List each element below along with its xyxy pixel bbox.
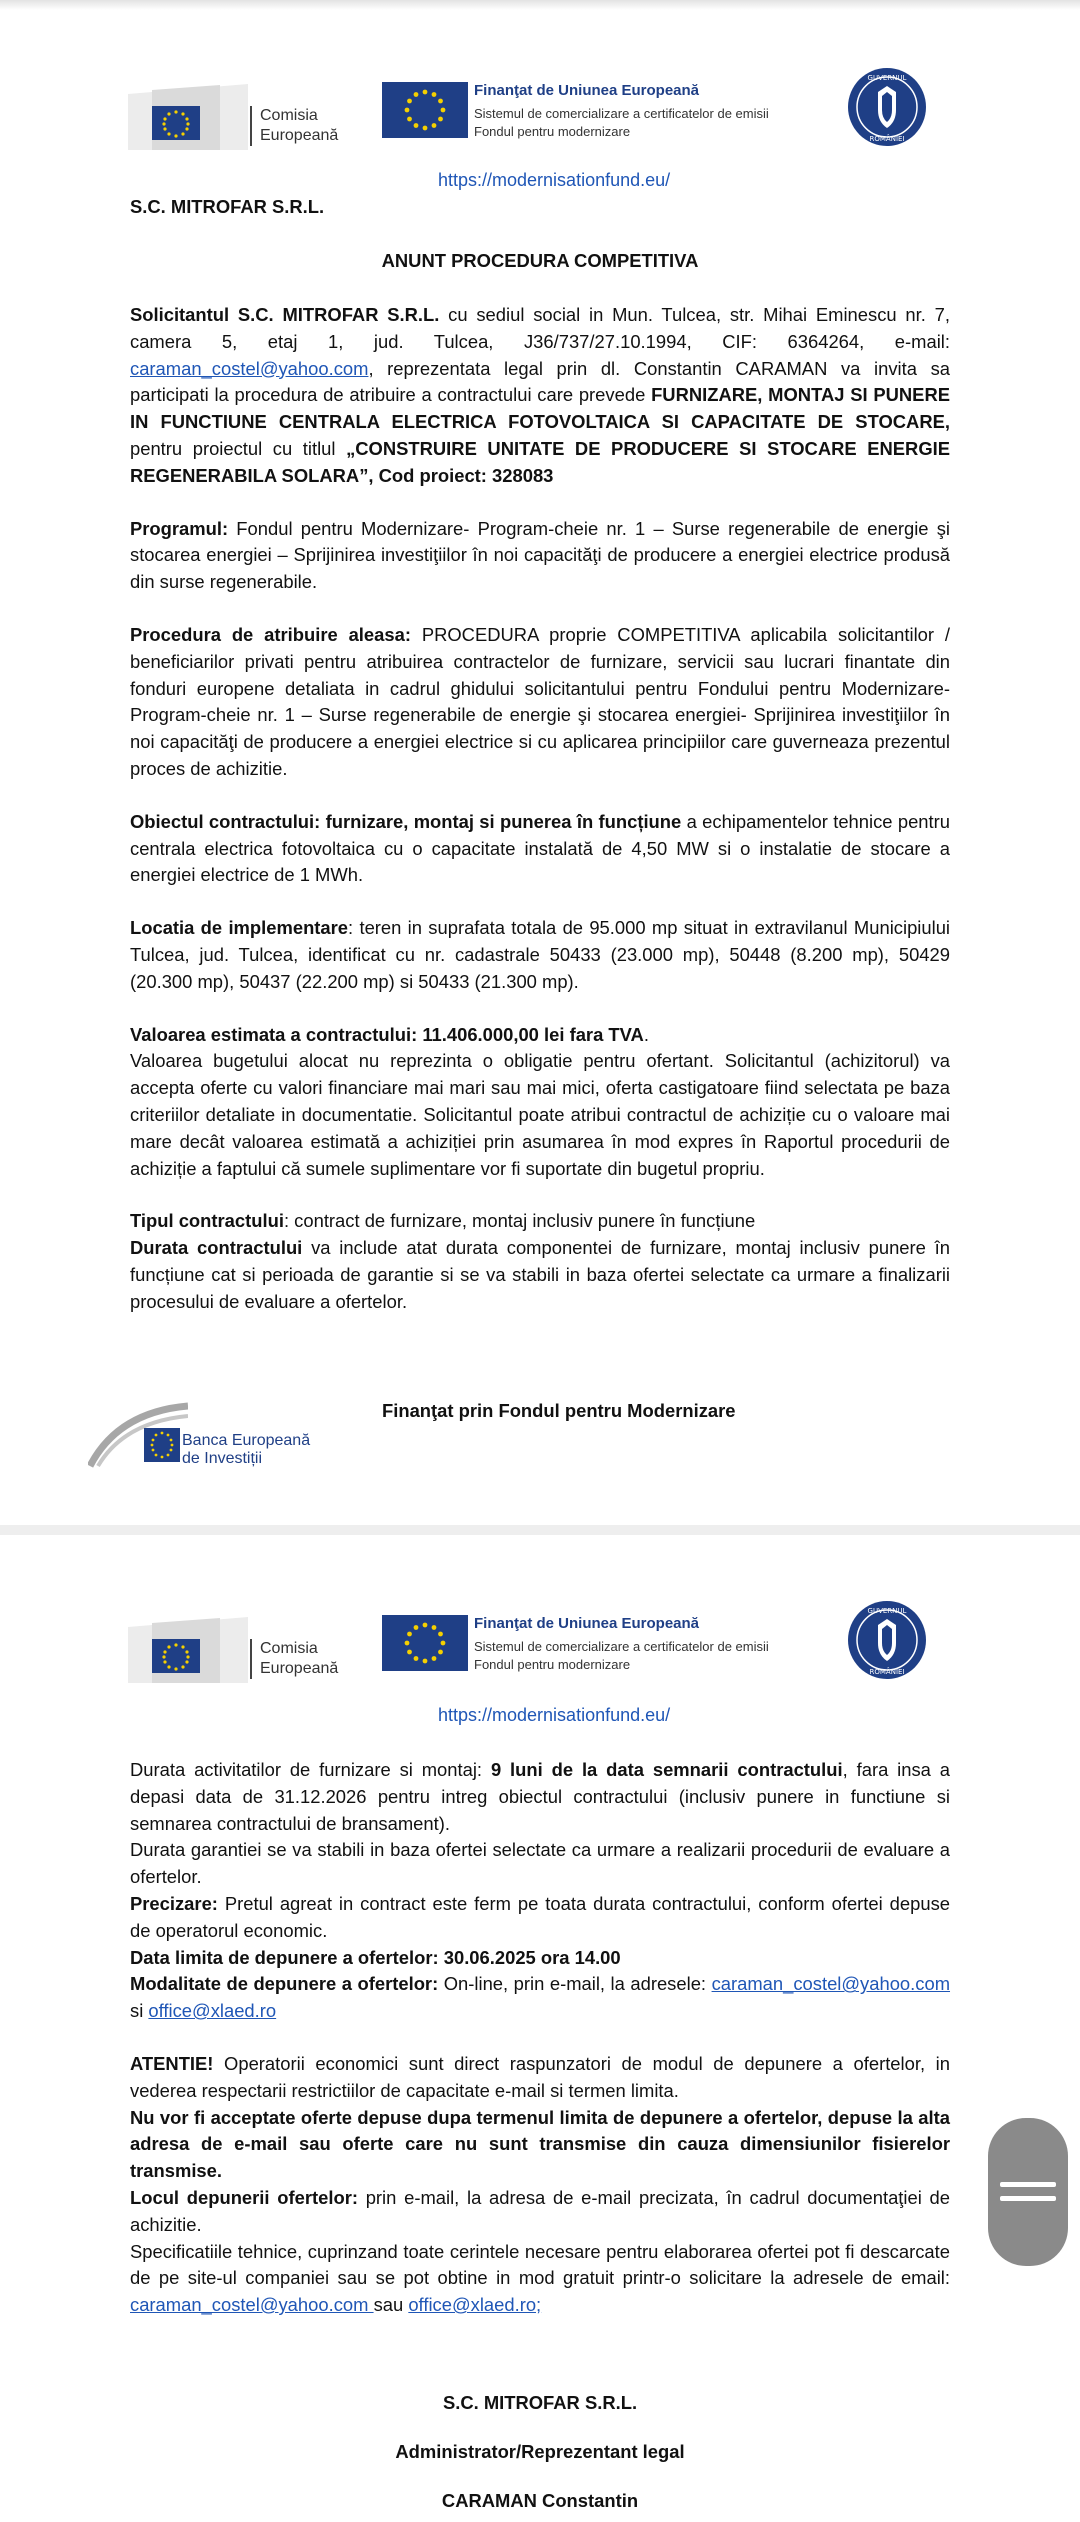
footer-funding-label: Finanţat prin Fondul pentru Modernizare [382, 1400, 736, 1421]
ec-building-icon [128, 1617, 248, 1683]
ec-text-line-1: Comisia [260, 1640, 318, 1657]
signature-company: S.C. MITROFAR S.R.L. [442, 2392, 638, 2413]
contract-object-paragraph: Obiectul contractului: furnizare, montaj si punerea în funcțiune a echipamentelor tehnice pentru centrala electrica fotovoltaica cu o capacitate instalată de 4,50 MW si o instalatie de stocare a energiei electrice de 1 MWh. [130, 810, 950, 886]
eu-funding-logo [382, 82, 832, 148]
spec-email-link-caraman[interactable]: caraman_costel@yahoo.com [130, 2294, 374, 2316]
eu-funding-line-2: Fondul pentru modernizare [474, 1657, 631, 1672]
eib-logo [88, 1400, 368, 1470]
email-link-caraman[interactable]: caraman_costel@yahoo.com [711, 1973, 951, 1995]
european-commission-logo [128, 1617, 340, 1683]
applicant-email-link[interactable]: caraman_costel@yahoo.com [130, 357, 369, 379]
deadline-paragraph: Data limita de depunere a ofertelor: 30.06.2025 ora 14.00 [130, 1946, 621, 1968]
scroll-handle[interactable] [988, 2118, 1068, 2266]
location-paragraph: Locatia de implementare: teren in suprafata totala de 95.000 mp situat in extravilanul Municipiului Tulcea, jud. Tulcea, identificat cu nr. cadastrale 50433 (23.000 mp), 50448 (8.200 mp), 50429 (20.300 mp), 50437 (22.200 mp) si 50433 (21.300 mp). [130, 917, 951, 992]
ec-text-line-1: Comisia [260, 107, 318, 124]
eu-funding-title: Finanţat de Uniunea Europeană [474, 1615, 700, 1632]
eu-funding-title: Finanţat de Uniunea Europeană [474, 82, 700, 99]
activity-duration-paragraph: Durata activitatilor de furnizare si montaj: 9 luni de la data semnarii contractului, fara insa a depasi data de 31.12.2026 pentru intreg obiectul contractului (inclusiv punere in functiune si semnarea contractului de bransament). [130, 1759, 951, 1834]
spec-email-link-office[interactable]: office@xlaed.ro; [408, 2294, 542, 2316]
page-top-shadow [0, 0, 1080, 10]
eu-funding-line-1: Sistemul de comercializare a certificatelor de emisii [474, 106, 769, 121]
svg-text:ROMÂNIEI: ROMÂNIEI [869, 135, 905, 143]
ec-building-icon [128, 84, 248, 150]
eu-funding-logo [382, 1615, 832, 1681]
attention-paragraph: ATENTIE! Operatorii economici sunt direct raspunzatori de modul de depunere a ofertelor, in vederea respectarii restrictiilor de capacitate e-mail si termen limita. [130, 2052, 950, 2101]
document-body-1 [130, 302, 950, 1316]
page-title: ANUNT PROCEDURA COMPETITIVA [381, 250, 699, 271]
romanian-government-crest-icon [846, 66, 928, 148]
eu-funding-line-2: Fondul pentru modernizare [474, 124, 631, 139]
svg-text:GUVERNUL: GUVERNUL [867, 74, 907, 82]
specifications-paragraph: Specificatiile tehnice, cuprinzand toate cerintele necesare pentru elaborarea ofertei pot fi descarcate de pe site-ul companiei sau se pot obtine in mod gratuit printr-o solicitare la adresele de email: caraman_costel@yahoo.com sau office@xlaed.ro; [130, 2240, 950, 2316]
eu-flag-icon [382, 1615, 468, 1676]
applicant-paragraph: Solicitantul S.C. MITROFAR S.R.L. cu sediul social in Mun. Tulcea, str. Mihai Eminescu nr. 7, camera 5, etaj 1, jud. Tulcea, J36/737/27.10.1994, CIF: 6364264, e-mail: caraman_costel@yahoo.com, reprezentata legal prin dl. Constantin CARAMAN va invita sa participati la procedura de atribuire a contractului care prevede FURNIZARE, MONTAJ SI PUNERE IN FUNCTIUNE CENTRALA ELECTRICA FOTOVOLTAICA SI CAPACITATE DE STOCARE, pentru proiectul cu titlul „CONSTRUIRE UNITATE DE PRODUCERE SI STOCARE ENERGIE REGENERABILA SOLARA”, Cod proiect: 328083 [130, 304, 950, 486]
contract-type-paragraph: Tipul contractului: contract de furnizare, montaj inclusiv punere în funcțiune Durata contractului va include atat durata componentei de furnizare, montaj inclusiv punere în funcțiune cat si perioada de garantie si se va stabili in baza ofertei selectate ca urmare a finalizarii procesului de evaluare a ofertelor. [130, 1210, 950, 1312]
email-link-office[interactable]: office@xlaed.ro [148, 2000, 277, 2022]
document-body-2 [130, 1757, 950, 2319]
modernisation-fund-link[interactable]: https://modernisationfund.eu/ [438, 170, 671, 190]
signature-role: Administrator/Reprezentant legal [395, 2441, 685, 2462]
handle-line-icon [1000, 2196, 1056, 2201]
handle-line-icon [1000, 2182, 1056, 2187]
program-paragraph: Programul: Fondul pentru Modernizare- Program-cheie nr. 1 – Surse regenerabile de energie şi stocarea energiei – Sprijinirea investiţiilor în noi capacităţi de producere a energiei electrice produsă din surse regenerabile. [130, 517, 950, 593]
submission-method-paragraph: Modalitate de depunere a ofertelor: On-line, prin e-mail, la adresele: caraman_costel@yahoo.com si office@xlaed.ro [130, 1973, 951, 2022]
modernisation-fund-link[interactable]: https://modernisationfund.eu/ [438, 1705, 671, 1725]
ec-text-line-2: Europeană [260, 1660, 339, 1677]
svg-text:GUVERNUL: GUVERNUL [867, 1607, 907, 1615]
signature-name: CARAMAN Constantin [441, 2490, 639, 2511]
eib-text-line-2: de Investiții [182, 1450, 263, 1467]
company-name: S.C. MITROFAR S.R.L. [130, 196, 325, 217]
ec-text-line-2: Europeană [260, 127, 339, 144]
submission-place-paragraph: Locul depunerii ofertelor: prin e-mail, la adresa de e-mail precizata, în cadrul documentaţiei de achizitie. [130, 2186, 950, 2235]
romanian-government-crest-icon [846, 1599, 928, 1681]
warranty-paragraph: Durata garantiei se va stabili in baza ofertei selectate ca urmare a realizarii procedurii de evaluare a ofertelor. [130, 1839, 950, 1888]
document-page-2 [0, 1535, 1080, 2522]
eu-funding-line-1: Sistemul de comercializare a certificatelor de emisii [474, 1639, 769, 1654]
eib-swoosh-icon [88, 1400, 188, 1470]
eu-flag-icon [382, 82, 468, 143]
price-note-paragraph: Precizare: Pretul agreat in contract este ferm pe toata durata contractului, conform ofertei depuse de operatorul economic. [130, 1892, 950, 1941]
estimated-value-paragraph: Valoarea estimata a contractului: 11.406.000,00 lei fara TVA. Valoarea bugetului alocat nu reprezinta o obligatie pentru ofertant. Solicitantul (achizitorul) va accepta oferte cu valori financiare mai mari sau mai mici, oferta castigatoare fiind selectata pe baza criteriilor detaliate in documentatie. Solicitantul poate atribui contractul de achiziție cu o valoare mai mare decât valoarea estimată a achiziției prin asumarea în mod expres în Raportul procedurii de achiziție a faptului că sumele suplimentare vor fi suportate din bugetul propriu. [130, 1023, 950, 1179]
procedure-paragraph: Procedura de atribuire aleasa: PROCEDURA proprie COMPETITIVA aplicabila solicitantilor / beneficiarilor privati pentru atribuirea contractelor de furnizare, servicii sau lucrari finantate din fonduri europene detaliata in cadrul ghidului solicitantului pentru Fondului pentru Modernizare- Program-cheie nr. 1 – Surse regenerabile de energie şi stocarea energiei- Sprijinirea investiţiilor în noi capacităţi de producere a energiei electrice si cu aplicarea principiilor care guverneaza prezentul proces de achizitie. [130, 623, 950, 779]
european-commission-logo [128, 84, 340, 150]
rejection-paragraph: Nu vor fi acceptate oferte depuse dupa termenul limita de depunere a ofertelor, depuse la alta adresa de e-mail sau oferte care nu sunt transmise din cauza dimensiunilor fisierelor transmise. [130, 2106, 950, 2182]
eib-text-line-1: Banca Europeană [182, 1432, 311, 1449]
svg-text:ROMÂNIEI: ROMÂNIEI [869, 1668, 905, 1676]
